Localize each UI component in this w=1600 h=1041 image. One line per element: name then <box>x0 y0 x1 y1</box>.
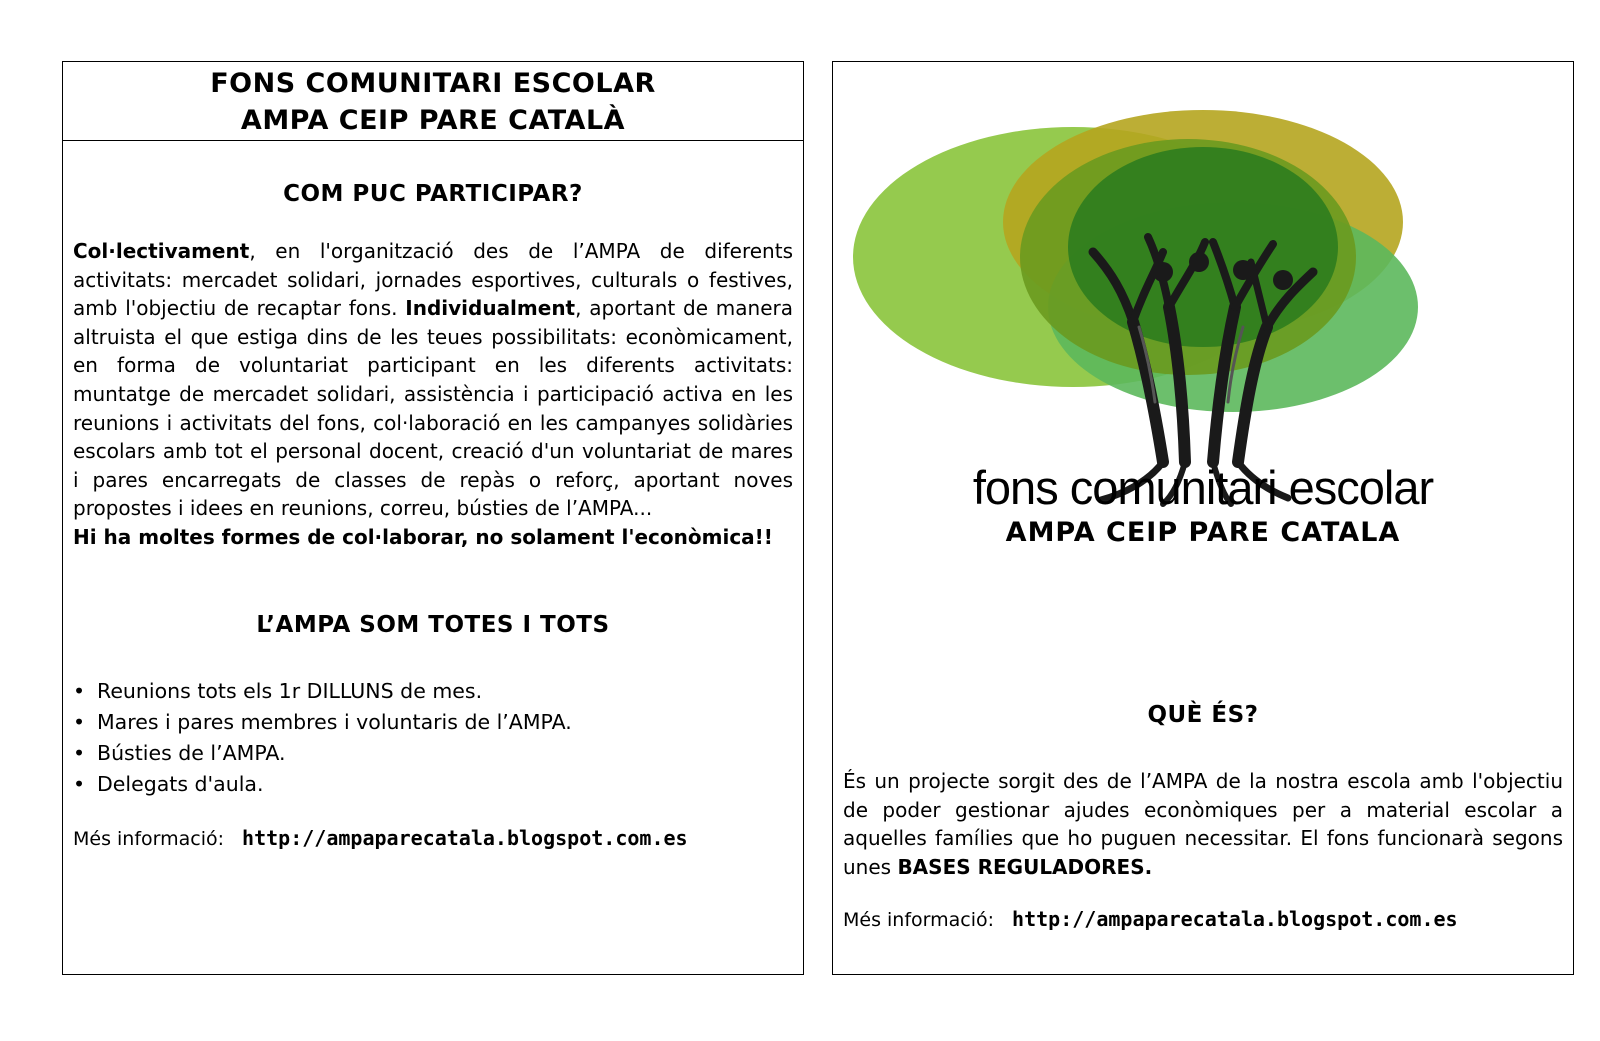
info-label: Més informació: <box>843 909 995 931</box>
individual-text: , aportant de manera altruista el que estiga dins de les teues possibilitats: econòmicament, en forma de voluntariat participant en les diferents activitats: muntatge de mercadet solidari, assistència i participació activa en les reunions i activitats del fons, col·laboració en les campanyes solidàries escolars amb tot el personal docent, creació d'un voluntariat de mares i pares encarregats de classes de repàs o reforç, aportant noves propostes i idees en reunions, correu, bústies de l’AMPA... <box>73 296 793 521</box>
info-link[interactable]: http://ampaparecatala.blogspot.com.es <box>242 825 688 850</box>
collective-text: , en l'organització des de l’AMPA de diferents activitats: mercadet solidari, jornades esportives, culturals o festives, amb l'objectiu de recaptar fons. <box>73 239 793 321</box>
info-label: Més informació: <box>73 827 225 850</box>
list-item: • Delegats d'aula. <box>73 769 793 800</box>
participate-body <box>63 237 803 552</box>
collective-label: Col·lectivament <box>73 239 250 263</box>
logo-sub-text: AMPA CEIP PARE CATALA <box>1005 517 1401 548</box>
list-item: • Bústies de l’AMPA. <box>73 738 793 769</box>
logo-main-text: fons comunitari escolar <box>972 461 1434 514</box>
what-title: QUÈ ÉS? <box>1147 702 1259 728</box>
right-panel <box>832 61 1574 975</box>
info-link[interactable]: http://ampaparecatala.blogspot.com.es <box>1012 907 1458 931</box>
participate-title: COM PUC PARTICIPAR? <box>283 181 583 207</box>
left-header <box>63 62 803 141</box>
what-text: És un projecte sorgit des de l’AMPA de la nostra escola amb l'objectiu de poder gestionar ajudes econòmiques per a material escolar a aquelles famílies que ho puguen necessitar. El fons funcionarà segons unes <box>843 769 1563 879</box>
collaborate-note: Hi ha moltes formes de col·laborar, no solament l'econòmica!! <box>73 524 773 549</box>
header-title-line2: AMPA CEIP PARE CATALÀ <box>240 105 626 136</box>
ampa-title: L’AMPA SOM TOTES I TOTS <box>256 611 610 638</box>
individual-label: Individualment <box>405 296 576 321</box>
left-info <box>63 826 803 850</box>
right-info <box>833 907 1468 931</box>
bases-label: BASES REGULADORES. <box>897 854 1153 879</box>
list-item: • Reunions tots els 1r DILLUNS de mes. <box>73 676 793 707</box>
header-title-line1: FONS COMUNITARI ESCOLAR <box>210 68 656 99</box>
ampa-list <box>63 676 803 800</box>
left-panel <box>62 61 804 975</box>
what-body <box>833 767 1573 881</box>
list-item: • Mares i pares membres i voluntaris de l’AMPA. <box>73 707 793 738</box>
